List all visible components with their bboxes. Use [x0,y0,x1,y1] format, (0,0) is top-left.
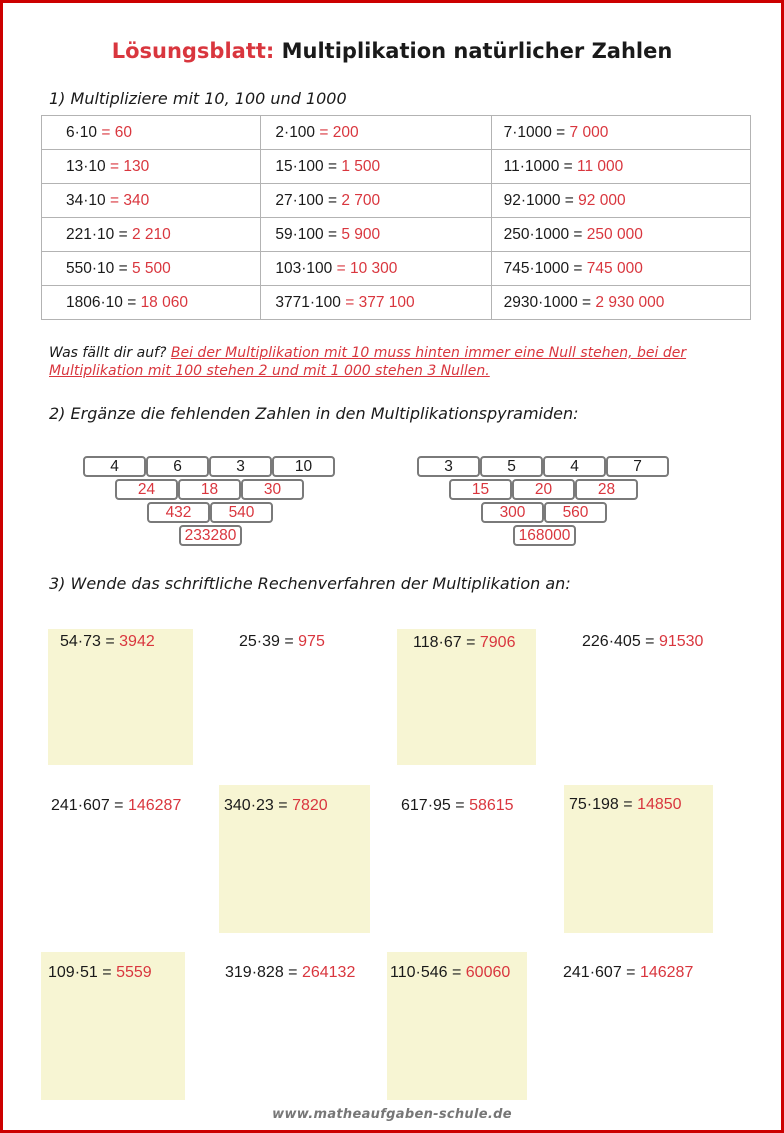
table-cell [42,150,261,184]
pyramid-brick: 24 [115,479,178,500]
equals-sign: = [279,633,299,650]
equals-sign: = [273,797,293,814]
observation-answer: Bei der Multiplikation mit 10 muss hinten immer eine Null stehen, bei der Multiplikation mit 100 stehen 2 und mit 1 000 stehen 3 Nullen. [49,345,687,379]
pyramid-brick: 560 [544,502,607,523]
pyramid-brick: 6 [146,456,209,477]
table-cell [42,286,261,320]
task-expression: 118·67 [413,634,462,651]
table-cell [491,252,750,286]
pyramid-brick: 233280 [179,525,242,546]
table-row [42,116,751,150]
task [401,797,514,815]
table-cell [261,184,491,218]
table-cell [261,116,491,150]
result: 7 000 [569,123,609,141]
table-row [42,218,751,252]
expression: 745·1000 = [503,259,583,277]
task-expression: 319·828 [225,964,284,981]
table-row [42,150,751,184]
expression: 7·1000 = [503,123,566,141]
task-expression: 54·73 [60,633,101,650]
task-result: 146287 [639,964,694,981]
pyramid-brick: 5 [480,456,543,477]
table-cell [491,218,750,252]
table-cell [261,252,491,286]
pyramid-brick: 7 [606,456,669,477]
task-expression: 75·198 [569,796,619,813]
expression: 103·100 [275,259,333,277]
result: 2 700 [341,191,381,209]
task-expression: 109·51 [48,964,98,981]
result: 5 500 [131,259,171,277]
result: 1 500 [341,157,381,175]
equals-sign: = [447,964,466,981]
observation-question: Was fällt dir auf? [49,345,167,361]
result: 5 900 [341,225,381,243]
expression: 1806·10 = [66,293,137,311]
pyramid-brick: 15 [449,479,512,500]
pyramid-brick: 432 [147,502,210,523]
task-result: 264132 [301,964,356,981]
table-cell [42,252,261,286]
pyramid-brick: 300 [481,502,544,523]
task-result: 91530 [658,633,704,650]
table-cell [42,116,261,150]
equals-sign: = [618,796,638,813]
result: = 200 [319,123,359,141]
expression: 550·10 = [66,259,128,277]
table-row [42,184,751,218]
table-cell [491,150,750,184]
pyramid-brick: 540 [210,502,273,523]
table-row [42,286,751,320]
result: = 10 300 [336,259,398,277]
task-result: 3942 [119,633,155,650]
pyramid-brick: 3 [209,456,272,477]
section-2-heading: 2) Ergänze die fehlenden Zahlen in den Multiplikationspyramiden: [49,404,579,423]
task-result: 60060 [465,964,511,981]
expression: 11·1000 = [503,157,573,175]
task-result: 14850 [637,796,682,813]
table-cell [261,150,491,184]
expression: 3771·100 [275,293,341,311]
pyramid-brick: 18 [178,479,241,500]
expression: 59·100 = [275,225,338,243]
task-expression: 226·405 [582,633,641,650]
task [225,964,355,982]
expression: 34·10 [66,191,106,209]
result: = 60 [101,123,132,141]
task [239,633,325,651]
expression: 221·10 = [66,225,128,243]
result: = 340 [109,191,150,209]
table-cell [491,184,750,218]
result: 745 000 [586,259,643,277]
task-expression: 241·607 [51,797,110,814]
result: = 130 [109,157,150,175]
task [48,964,152,982]
pyramid-brick: 20 [512,479,575,500]
task [413,634,515,652]
expression: 13·10 [66,157,106,175]
task-expression: 110·546 [390,964,448,981]
task-result: 5559 [116,964,152,981]
pyramid-brick: 4 [543,456,606,477]
title-prefix: Lösungsblatt: [111,39,275,63]
task-result: 7906 [479,634,516,651]
expression: 27·100 = [275,191,338,209]
table-cell [261,218,491,252]
equals-sign: = [450,797,470,814]
footer-url: www.matheaufgaben-schule.de [272,1107,512,1122]
table-cell [491,116,750,150]
expression: 250·1000 = [503,225,583,243]
result: 92 000 [578,191,626,209]
task-expression: 617·95 [401,797,451,814]
equals-sign: = [109,797,128,814]
task [51,797,181,815]
expression: 15·100 = [275,157,338,175]
task [60,633,155,651]
table-cell [261,286,491,320]
pyramid-brick: 4 [83,456,146,477]
expression: 2930·1000 = [503,293,592,311]
multiplication-table [41,115,751,320]
page-title [3,39,781,63]
table-row [42,252,751,286]
table-cell [42,218,261,252]
task-result: 146287 [127,797,182,814]
expression: 2·100 [275,123,316,141]
equals-sign: = [621,964,640,981]
task [563,964,693,982]
result: 11 000 [577,157,624,175]
equals-sign: = [283,964,302,981]
task [224,797,328,815]
task-expression: 241·607 [563,964,622,981]
result: 2 210 [131,225,171,243]
result: 2 930 000 [595,293,665,311]
task [390,964,510,982]
pyramid-brick: 3 [417,456,480,477]
task-expression: 340·23 [224,797,274,814]
observation [49,344,749,380]
pyramid-brick: 28 [575,479,638,500]
expression: 6·10 [66,123,98,141]
result: 250 000 [586,225,643,243]
result: = 377 100 [345,293,415,311]
pyramid-brick: 168000 [513,525,576,546]
table-cell [42,184,261,218]
pyramid-brick: 30 [241,479,304,500]
task-result: 975 [298,633,325,650]
task-result: 58615 [469,797,514,814]
task-expression: 25·39 [239,633,280,650]
task [569,796,682,814]
section-1-heading: 1) Multipliziere mit 10, 100 und 1000 [49,89,347,108]
pyramid-brick: 10 [272,456,335,477]
equals-sign: = [640,633,659,650]
equals-sign: = [100,633,120,650]
title-main: Multiplikation natürlicher Zahlen [281,39,673,63]
section-3-heading: 3) Wende das schriftliche Rechenverfahren der Multiplikation an: [49,574,571,593]
task-result: 7820 [292,797,328,814]
equals-sign: = [97,964,117,981]
equals-sign: = [461,634,480,651]
expression: 92·1000 = [503,191,574,209]
table-cell [491,286,750,320]
result: 18 060 [140,293,188,311]
task [582,633,703,651]
